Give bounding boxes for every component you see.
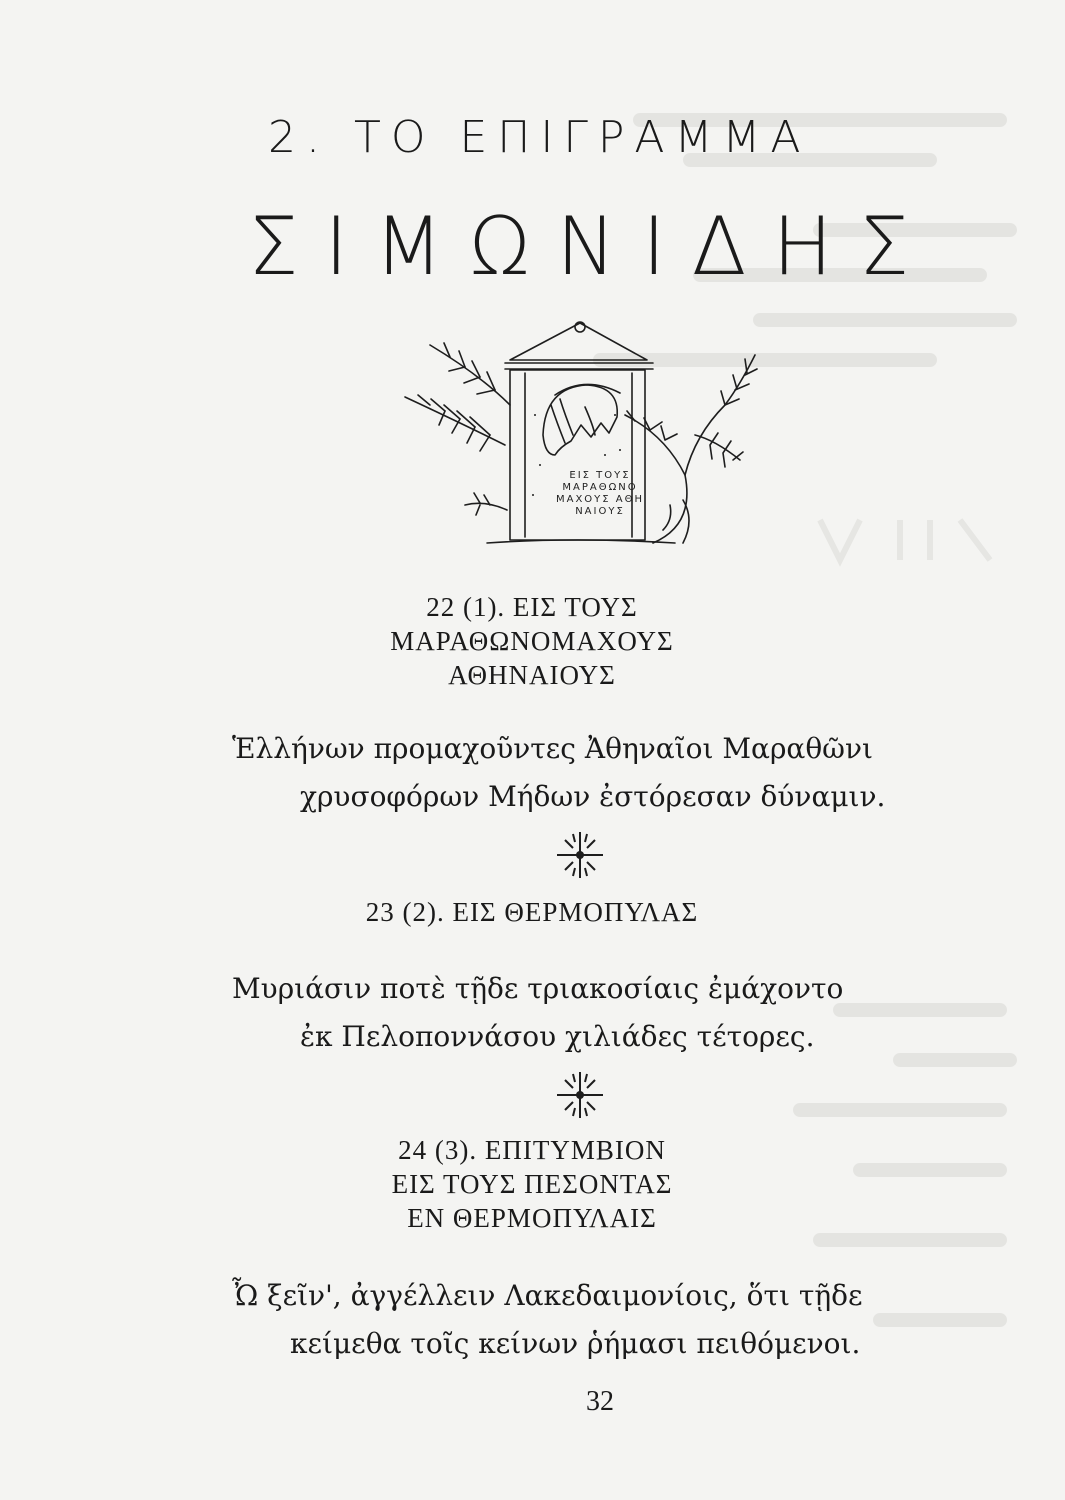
heading-line: 22 (1). ΕΙΣ ΤΟΥΣ	[426, 592, 638, 622]
epigram-24-verse-2: κείμεθα τοῖς κείνων ῥήμασι πειθόμενοι.	[290, 1327, 861, 1360]
star-ornament-icon	[555, 1070, 605, 1120]
stele-illustration	[395, 315, 775, 555]
inscription-line: ΜΑΡΑΘΩΝΟ	[562, 482, 638, 493]
epigram-23-verse-2: ἐκ Πελοποννάσου χιλιάδες τέτορες.	[300, 1020, 815, 1053]
epigram-24-verse-1: Ὦ ξεῖν', ἀγγέλλειν Λακεδαιμονίοις, ὅτι τῇδε	[232, 1279, 863, 1312]
author-name-title: ΣΙΜΩΝΙΔΗΣ	[248, 200, 936, 293]
inscription-line: ΝΑΙΟΥΣ	[575, 506, 625, 517]
heading-line: 23 (2). ΕΙΣ ΘΕΡΜΟΠΥΛΑΣ	[365, 897, 699, 927]
stele-inscription	[540, 470, 660, 518]
star-ornament-icon	[555, 830, 605, 880]
heading-line: ΕΙΣ ΤΟΥΣ ΠΕΣΟΝΤΑΣ	[391, 1169, 673, 1199]
heading-line: ΜΑΡΑΘΩΝΟΜΑΧΟΥΣ	[390, 626, 674, 656]
epigram-22-verse-1: Ἑλλήνων προμαχοῦντες Ἀθηναῖοι Μαραθῶνι	[232, 732, 874, 765]
heading-line: ΕΝ ΘΕΡΜΟΠΥΛΑΙΣ	[407, 1203, 657, 1233]
epigram-22-heading	[232, 590, 832, 692]
heading-line: ΑΘΗΝΑΙΟΥΣ	[448, 660, 616, 690]
inscription-line: ΜΑΧΟΥΣ ΑΘΗ	[555, 494, 645, 505]
chapter-title: 2. ΤΟ ΕΠΙΓΡΑΜΜΑ	[268, 112, 811, 163]
page-number: 32	[586, 1386, 614, 1417]
epigram-23-verse-1: Μυριάσιν ποτὲ τῇδε τριακοσίαις ἐμάχοντο	[232, 972, 844, 1005]
epigram-23-heading	[232, 895, 832, 929]
epigram-22-verse-2: χρυσοφόρων Μήδων ἐστόρεσαν δύναμιν.	[300, 780, 886, 813]
epigram-24-heading	[232, 1133, 832, 1235]
inscription-line: ΕΙΣ ΤΟΥΣ	[569, 470, 631, 481]
heading-line: 24 (3). ΕΠΙΤΥΜΒΙΟΝ	[398, 1135, 666, 1165]
